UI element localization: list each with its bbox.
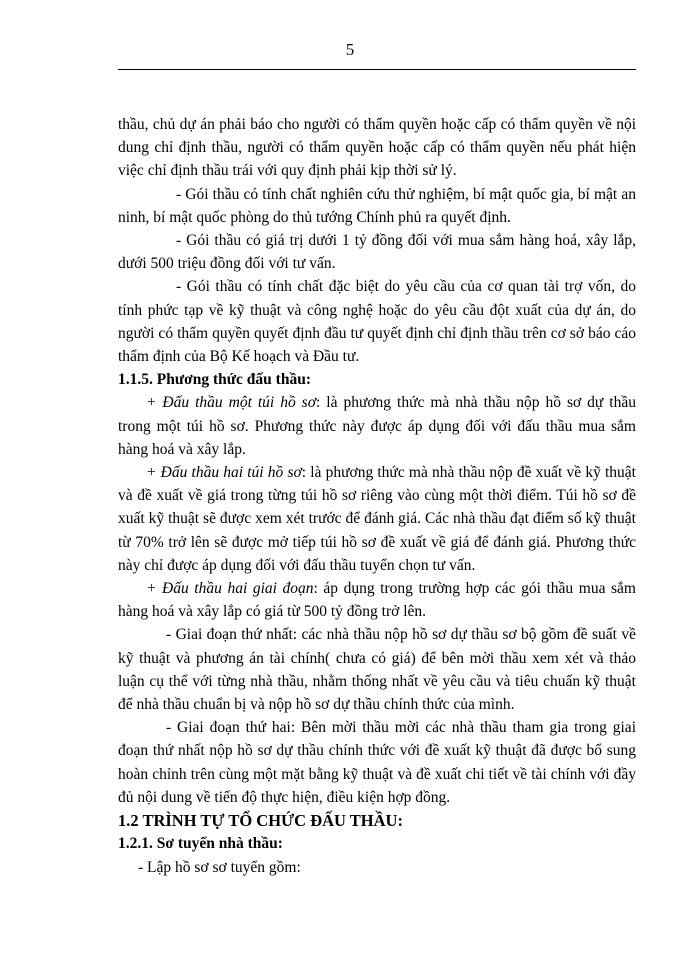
term-definition: : là phương thức mà nhà thầu nộp đề xuất về kỹ thuật và đề xuất về giá trong từng túi hồ sơ riêng vào cùng một thời điểm. Túi hồ sơ đề xuất kỹ thuật sẽ được xem xét trước để đánh giá. Các nhà thầu đạt điểm số kỹ thuật từ 70% trở lên sẽ được mở tiếp túi hồ sơ đề xuất về giá để đánh giá. Phương thức này chỉ được áp dụng đối với đấu thầu tuyển chọn tư vấn. xyxy=(118,464,636,574)
paragraph xyxy=(118,577,636,623)
term-definition: : áp dụng trong trường hợp các gói thầu mua sắm hàng hoá và xây lắp có giá từ 500 tỷ đồng trở lên. xyxy=(118,580,636,621)
term-italic: + Đấu thầu một túi hồ sơ xyxy=(146,394,316,412)
chapter-heading: 1.2 TRÌNH TỰ TỔ CHỨC ĐẤU THẦU: xyxy=(118,811,403,831)
paragraph xyxy=(118,391,636,461)
section-heading: 1.2.1. Sơ tuyển nhà thầu: xyxy=(118,835,283,853)
term-definition: : là phương thức mà nhà thầu nộp hồ sơ dự thầu trong một túi hồ sơ. Phương thức này được áp dụng đối với đấu thầu mua sắm hàng hoá và xây lắp. xyxy=(118,394,636,458)
paragraph: - Gói thầu có tính chất đặc biệt do yêu cầu của cơ quan tài trợ vốn, do tính phức tạp về kỹ thuật và công nghệ hoặc do yêu cầu đột xuất của dự án, do người có thẩm quyền quyết định đầu tư quyết định chỉ định thầu trên cơ sở báo cáo thẩm định của Bộ Kế hoạch và Đầu tư. xyxy=(118,278,636,366)
term-italic: + Đấu thầu hai giai đoạn xyxy=(146,580,314,598)
section-heading: 1.1.5. Phương thức đấu thầu: xyxy=(118,371,311,389)
document-body xyxy=(118,113,636,879)
paragraph: - Lập hồ sơ sơ tuyển gồm: xyxy=(138,858,301,876)
paragraph xyxy=(118,461,636,577)
paragraph: - Gói thầu có tính chất nghiên cứu thử nghiệm, bí mật quốc gia, bí mật an ninh, bí mật quốc phòng do thủ tướng Chính phủ ra quyết định. xyxy=(118,185,636,226)
paragraph: - Gói thầu có giá trị dưới 1 tỷ đồng đối với mua sắm hàng hoá, xây lắp, dưới 500 triệu đồng đối với tư vấn. xyxy=(118,232,636,273)
paragraph: - Giai đoạn thứ nhất: các nhà thầu nộp hồ sơ dự thầu sơ bộ gồm đề suất về kỹ thuật và phương án tài chính( chưa có giá) để bên mời thầu xem xét và thảo luận cụ thể với từng nhà thầu, nhằm thống nhất về yêu cầu và tiêu chuẩn kỹ thuật để nhà thầu chuẩn bị và nộp hồ sơ dự thầu chính thức của mình. xyxy=(118,626,636,714)
paragraph: thầu, chủ dự án phải báo cho người có thẩm quyền hoặc cấp có thẩm quyền về nội dung chỉ định thầu, người có thẩm quyền hoặc cấp có thẩm quyền nếu phát hiện việc chỉ định thầu trái với quy định phải kịp thời sử lý. xyxy=(118,116,636,180)
page-number: 5 xyxy=(345,40,355,59)
header-rule xyxy=(118,69,636,70)
term-italic: + Đấu thầu hai túi hồ sơ xyxy=(146,464,302,482)
paragraph: - Giai đoạn thứ hai: Bên mời thầu mời các nhà thầu tham gia trong giai đoạn thứ nhất nộp hồ sơ dự thầu chính thức với đề xuất kỹ thuật đã được bổ sung hoàn chỉnh trên cùng một mặt bằng kỹ thuật và đề xuất chi tiết về tài chính với đầy đủ nội dung về tiến độ thực hiện, điều kiện hợp đồng. xyxy=(118,719,636,806)
